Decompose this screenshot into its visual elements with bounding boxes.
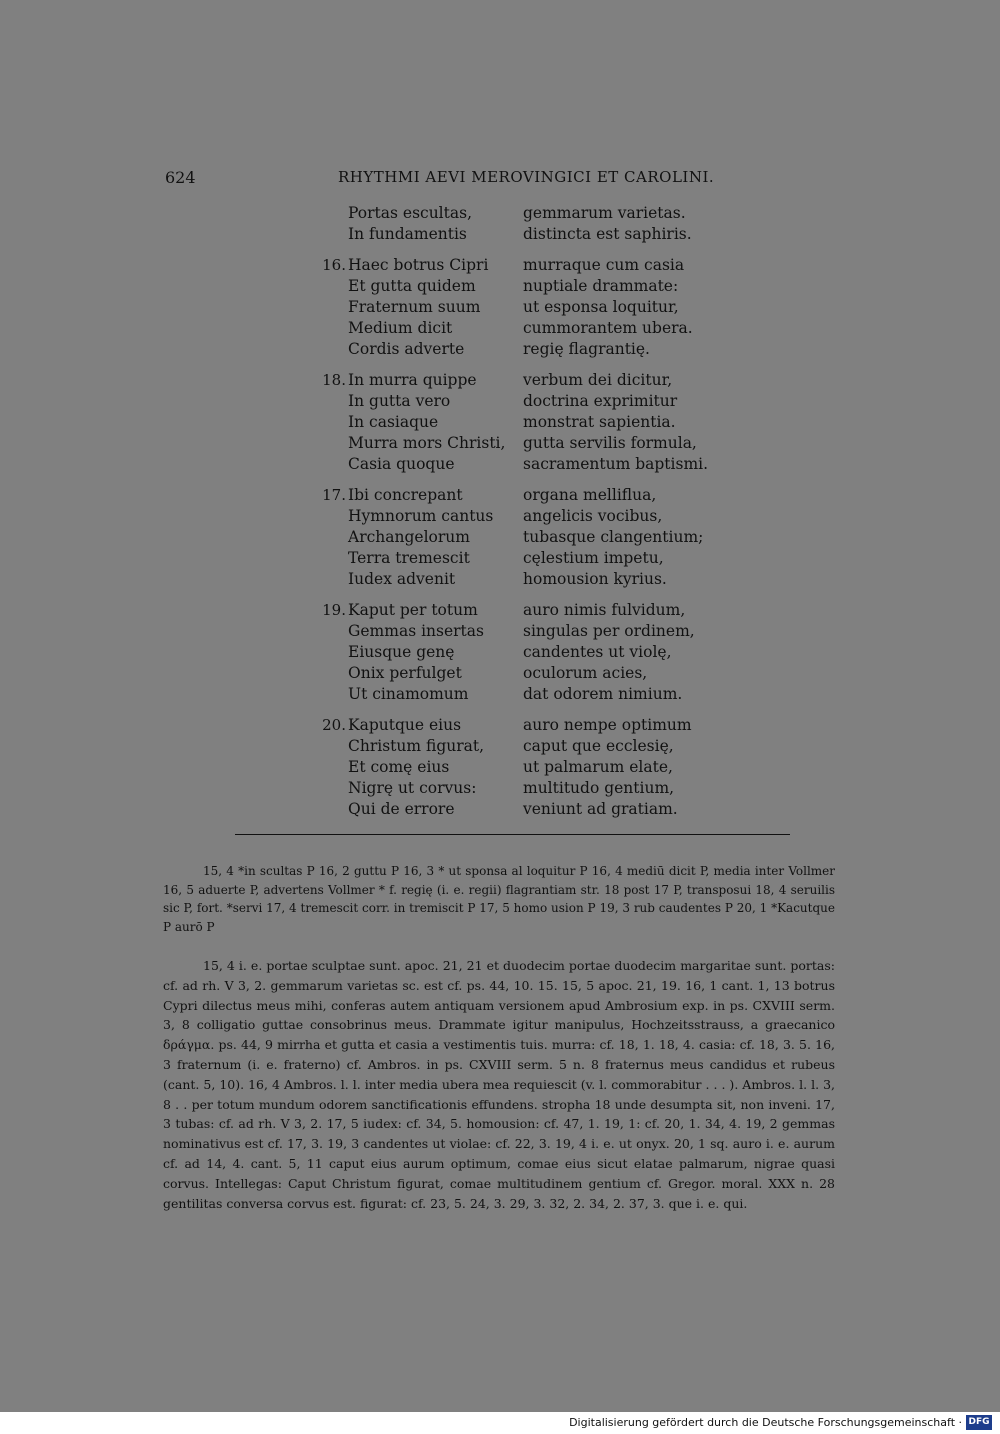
hemistich-left: Eiusque genę	[348, 643, 455, 661]
hemistich-right: veniunt ad gratiam.	[523, 800, 678, 818]
verse-line	[300, 799, 740, 820]
verse-line	[300, 548, 740, 569]
stanza-number	[300, 506, 346, 527]
verse-line	[300, 318, 740, 339]
verse-line	[300, 339, 740, 360]
hemistich-left: Ut cinamomum	[348, 685, 469, 703]
hemistich-right: sacramentum baptismi.	[523, 455, 709, 473]
stanza-number	[300, 203, 346, 224]
hemistich-right: auro nimis fulvidum,	[523, 601, 686, 619]
stanza-number	[300, 276, 346, 297]
stanza	[300, 600, 740, 705]
hemistich-right: distincta est saphiris.	[523, 225, 692, 243]
footer-text: Digitalisierung gefördert durch die Deutsche Forschungsgemeinschaft ·	[569, 1416, 962, 1429]
hemistich-right: caput que ecclesię,	[523, 737, 674, 755]
hemistich-right: doctrina exprimitur	[523, 392, 678, 410]
verse-line	[300, 715, 740, 736]
hemistich-left: In gutta vero	[348, 392, 451, 410]
verse-line	[300, 255, 740, 276]
stanza	[300, 370, 740, 475]
hemistich-right: verbum dei dicitur,	[523, 371, 673, 389]
stanza-number	[300, 527, 346, 548]
verse-line	[300, 569, 740, 590]
hemistich-right: murraque cum casia	[523, 256, 685, 274]
hemistich-right: cęlestium impetu,	[523, 549, 664, 567]
verse-line	[300, 485, 740, 506]
verse-line	[300, 684, 740, 705]
verse-line	[300, 527, 740, 548]
stanza	[300, 203, 740, 245]
stanza-number	[300, 412, 346, 433]
hemistich-left: Hymnorum cantus	[348, 507, 494, 525]
verse-line	[300, 600, 740, 621]
stanza-number	[300, 736, 346, 757]
verse-line	[300, 506, 740, 527]
poem	[300, 203, 740, 830]
verse-line	[300, 621, 740, 642]
hemistich-left: Nigrę ut corvus:	[348, 779, 477, 797]
hemistich-right: multitudo gentium,	[523, 779, 675, 797]
verse-line	[300, 757, 740, 778]
stanza-number	[300, 318, 346, 339]
stanza-number	[300, 799, 346, 820]
hemistich-left: Christum figurat,	[348, 737, 485, 755]
stanza-number	[300, 684, 346, 705]
hemistich-right: homousion kyrius.	[523, 570, 667, 588]
stanza-number	[300, 778, 346, 799]
hemistich-left: Cordis adverte	[348, 340, 465, 358]
commentary-text: 15, 4 i. e. portae sculptae sunt. apoc. 21, 21 et duodecim portae duodecim margaritae sunt. portas: cf. ad rh. V 3, 2. gemmarum varietas sc. est cf. ps. 44, 10. 15. 15, 5 apoc. 21, 19. 16, 1 cant. 1, 13 botrus Cypri dilectus meus mihi, conferas autem antiquam versionem apud Ambrosium exp. in ps. CXVIII serm. 3, 8 colligatio guttae consobrinus meus. Drammate igitur manipulus, Hochzeitsstrauss, a graecanico δράγμα. ps. 44, 9 mirrha et gutta et casia a vestimentis tuis. murra: cf. 18, 1. 18, 4. casia: cf. 18, 3. 5. 16, 3 fraternum (i. e. fraterno) cf. Ambros. in ps. CXVIII serm. 5 n. 8 fraternus meus candidus et rubeus (cant. 5, 10). 16, 4 Ambros. l. l. inter media ubera mea requiescit (v. l. commorabitur . . . ). Ambros. l. l. 3, 8 . . per totum mundum odorem sanctificationis effundens. stropha 18 unde desumpta sit, non inveni. 17, 3 tubas: cf. ad rh. V 3, 2. 17, 5 iudex: cf. 34, 5. homousion: cf. 47, 1. 19, 1: cf. 20, 1. 34, 4. 19, 2 gemmas nominativus est cf. 17, 3. 19, 3 candentes ut violae: cf. 22, 3. 19, 4 i. e. ut onyx. 20, 1 sq. auro i. e. aurum cf. ad 14, 4. cant. 5, 11 caput eius aurum optimum, comae eius sicut elatae palmarum, nigrae quasi corvus. Intellegas: Caput Christum figurat, comae multitudinem gentium cf. Gregor. moral. XXX n. 28 gentilitas conversa corvus est. figurat: cf. 23, 5. 24, 3. 29, 3. 32, 2. 34, 2. 37, 3. que i. e. qui.	[163, 958, 835, 1211]
hemistich-right: tubasque clangentium;	[523, 528, 704, 546]
verse-line	[300, 454, 740, 475]
verse-line	[300, 224, 740, 245]
stanza-number: 16.	[322, 256, 346, 274]
hemistich-right: nuptiale drammate:	[523, 277, 679, 295]
hemistich-right: singulas per ordinem,	[523, 622, 695, 640]
verse-line	[300, 433, 740, 454]
hemistich-left: Medium dicit	[348, 319, 453, 337]
hemistich-left: Archangelorum	[348, 528, 470, 546]
apparatus-text: 15, 4 *in scultas P 16, 2 guttu P 16, 3 * ut sponsa al loquitur P 16, 4 mediū dicit P, media inter Vollmer 16, 5 aduerte P, advertens Vollmer * f. regię (i. e. regii) flagrantiam str. 18 post 17 P, transposui 18, 4 seruilis sic P, fort. *servi 17, 4 tremescit corr. in tremiscit P 17, 5 homo usion P 19, 3 rub caudentes P 20, 1 *Kacutque P aurō P	[163, 864, 835, 934]
stanza-number: 17.	[322, 486, 346, 504]
page-number: 624	[165, 168, 196, 187]
stanza-number: 20.	[322, 716, 346, 734]
hemistich-right: gemmarum varietas.	[523, 204, 686, 222]
hemistich-left: Terra tremescit	[348, 549, 470, 567]
stanza	[300, 485, 740, 590]
hemistich-left: Ibi concrepant	[348, 486, 463, 504]
footer-bar	[0, 1412, 1000, 1434]
hemistich-left: In murra quippe	[348, 371, 477, 389]
verse-line	[300, 203, 740, 224]
hemistich-left: In casiaque	[348, 413, 439, 431]
stanza-number	[300, 757, 346, 778]
hemistich-left: Qui de errore	[348, 800, 455, 818]
hemistich-right: cummorantem ubera.	[523, 319, 693, 337]
hemistich-left: Casia quoque	[348, 455, 455, 473]
footnote-rule	[235, 834, 790, 835]
hemistich-left: Et comę eius	[348, 758, 450, 776]
hemistich-right: oculorum acies,	[523, 664, 648, 682]
stanza-number	[300, 642, 346, 663]
stanza-number	[300, 569, 346, 590]
hemistich-right: gutta servilis formula,	[523, 434, 697, 452]
stanza-number	[300, 433, 346, 454]
stanza-number	[300, 391, 346, 412]
verse-line	[300, 736, 740, 757]
verse-line	[300, 778, 740, 799]
hemistich-right: monstrat sapientia.	[523, 413, 676, 431]
verse-line	[300, 642, 740, 663]
hemistich-right: ut palmarum elate,	[523, 758, 673, 776]
stanza-number	[300, 297, 346, 318]
hemistich-left: Onix perfulget	[348, 664, 462, 682]
verse-line	[300, 663, 740, 684]
critical-apparatus	[163, 862, 835, 936]
stanza-number	[300, 621, 346, 642]
stanza-number	[300, 548, 346, 569]
hemistich-right: angelicis vocibus,	[523, 507, 663, 525]
verse-line	[300, 297, 740, 318]
commentary	[163, 956, 835, 1213]
hemistich-right: regię flagrantię.	[523, 340, 650, 358]
verse-line	[300, 412, 740, 433]
hemistich-left: Kaput per totum	[348, 601, 478, 619]
hemistich-right: candentes ut violę,	[523, 643, 672, 661]
running-title: RHYTHMI AEVI MEROVINGICI ET CAROLINI.	[338, 168, 715, 186]
hemistich-right: ut esponsa loquitur,	[523, 298, 679, 316]
hemistich-left: Kaputque eius	[348, 716, 462, 734]
hemistich-left: Gemmas insertas	[348, 622, 484, 640]
verse-line	[300, 276, 740, 297]
stanza-number: 18.	[322, 371, 346, 389]
hemistich-right: auro nempe optimum	[523, 716, 692, 734]
hemistich-left: In fundamentis	[348, 225, 467, 243]
hemistich-left: Iudex advenit	[348, 570, 456, 588]
verse-line	[300, 391, 740, 412]
stanza	[300, 255, 740, 360]
stanza-number: 19.	[322, 601, 346, 619]
dfg-logo: DFG	[966, 1415, 992, 1430]
stanza-number	[300, 224, 346, 245]
hemistich-left: Fraternum suum	[348, 298, 481, 316]
stanza	[300, 715, 740, 820]
verse-line	[300, 370, 740, 391]
hemistich-right: dat odorem nimium.	[523, 685, 683, 703]
hemistich-left: Murra mors Christi,	[348, 434, 506, 452]
stanza-number	[300, 339, 346, 360]
stanza-number	[300, 663, 346, 684]
hemistich-left: Portas escultas,	[348, 204, 472, 222]
hemistich-left: Haec botrus Cipri	[348, 256, 489, 274]
hemistich-left: Et gutta quidem	[348, 277, 476, 295]
stanza-number	[300, 454, 346, 475]
hemistich-right: organa melliflua,	[523, 486, 657, 504]
